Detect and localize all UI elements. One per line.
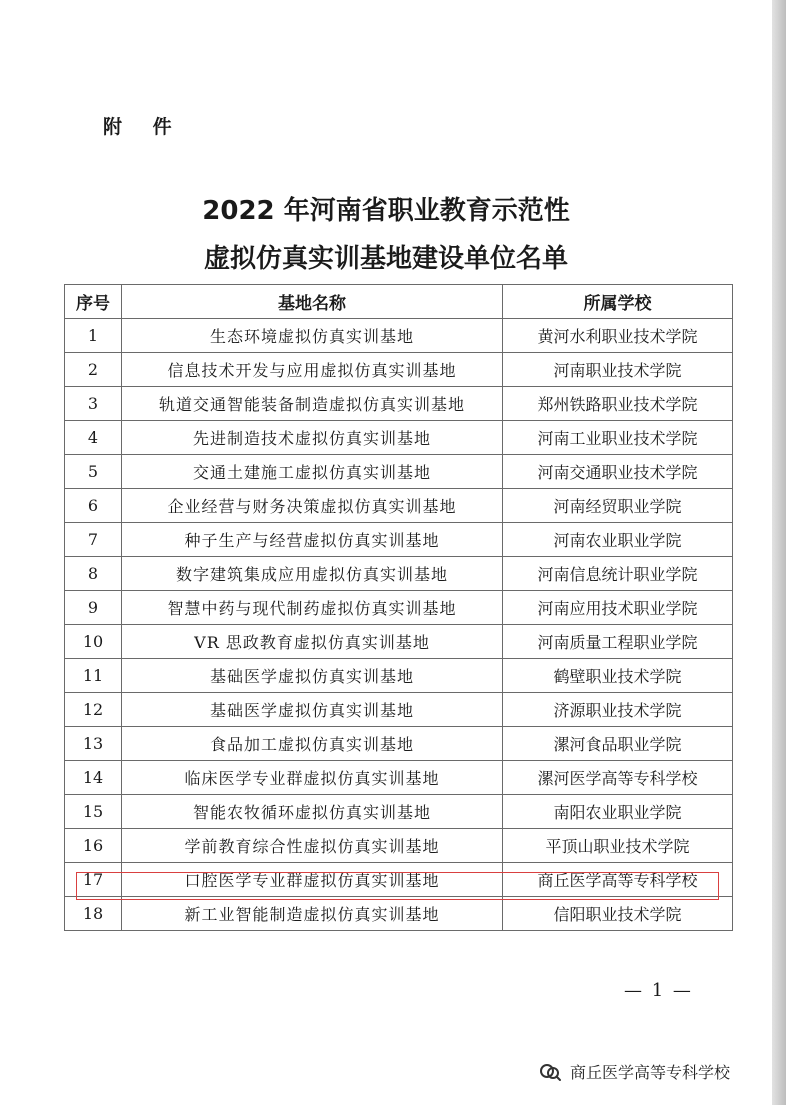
row-base-name: 食品加工虚拟仿真实训基地: [122, 727, 503, 761]
row-index: 12: [65, 693, 122, 727]
table-row: [65, 727, 733, 761]
document-title-line1: 2022 年河南省职业教育示范性: [202, 196, 570, 226]
row-school: 南阳农业职业学院: [503, 795, 733, 829]
table-row: [65, 523, 733, 557]
row-base-name: 临床医学专业群虚拟仿真实训基地: [122, 761, 503, 795]
table-row: [65, 421, 733, 455]
row-school: 商丘医学高等专科学校: [503, 863, 733, 897]
row-base-name: 企业经营与财务决策虚拟仿真实训基地: [122, 489, 503, 523]
row-index: 15: [65, 795, 122, 829]
row-base-name: 轨道交通智能装备制造虚拟仿真实训基地: [122, 387, 503, 421]
row-school: 河南信息统计职业学院: [503, 557, 733, 591]
row-school: 济源职业技术学院: [503, 693, 733, 727]
row-index: 5: [65, 455, 122, 489]
row-base-name: 口腔医学专业群虚拟仿真实训基地: [122, 863, 503, 897]
table-row: [65, 693, 733, 727]
table-row: [65, 659, 733, 693]
row-highlight-box: [76, 872, 719, 900]
row-school: 信阳职业技术学院: [503, 897, 733, 931]
row-index: 9: [65, 591, 122, 625]
row-index: 14: [65, 761, 122, 795]
row-index: 17: [65, 863, 122, 897]
row-base-name: 交通土建施工虚拟仿真实训基地: [122, 455, 503, 489]
row-base-name: 数字建筑集成应用虚拟仿真实训基地: [122, 557, 503, 591]
row-school: 平顶山职业技术学院: [503, 829, 733, 863]
row-school: 漯河食品职业学院: [503, 727, 733, 761]
table-header-row: [65, 285, 733, 319]
row-school: 河南工业职业技术学院: [503, 421, 733, 455]
row-base-name: 学前教育综合性虚拟仿真实训基地: [122, 829, 503, 863]
row-school: 河南经贸职业学院: [503, 489, 733, 523]
row-base-name: VR 思政教育虚拟仿真实训基地: [122, 625, 503, 659]
row-base-name: 种子生产与经营虚拟仿真实训基地: [122, 523, 503, 557]
table-row: [65, 387, 733, 421]
header-index: 序号: [65, 285, 122, 319]
row-index: 6: [65, 489, 122, 523]
row-index: 10: [65, 625, 122, 659]
row-base-name: 智慧中药与现代制药虚拟仿真实训基地: [122, 591, 503, 625]
row-base-name: 先进制造技术虚拟仿真实训基地: [122, 421, 503, 455]
header-base-name: 基地名称: [122, 285, 503, 319]
wechat-watermark: [538, 1060, 730, 1083]
row-base-name: 基础医学虚拟仿真实训基地: [122, 659, 503, 693]
row-index: 2: [65, 353, 122, 387]
row-base-name: 基础医学虚拟仿真实训基地: [122, 693, 503, 727]
table-row: [65, 557, 733, 591]
wechat-search-icon: [538, 1062, 562, 1082]
row-index: 11: [65, 659, 122, 693]
table-row: [65, 897, 733, 931]
table-row: [65, 591, 733, 625]
row-base-name: 智能农牧循环虚拟仿真实训基地: [122, 795, 503, 829]
row-school: 河南应用技术职业学院: [503, 591, 733, 625]
base-list-table: [64, 284, 733, 931]
row-school: 鹤壁职业技术学院: [503, 659, 733, 693]
header-school: 所属学校: [503, 285, 733, 319]
table-row: [65, 829, 733, 863]
row-index: 3: [65, 387, 122, 421]
row-index: 7: [65, 523, 122, 557]
row-index: 1: [65, 319, 122, 353]
row-school: 河南农业职业学院: [503, 523, 733, 557]
row-base-name: 生态环境虚拟仿真实训基地: [122, 319, 503, 353]
row-index: 8: [65, 557, 122, 591]
row-school: 河南职业技术学院: [503, 353, 733, 387]
row-index: 16: [65, 829, 122, 863]
document-title-line2: 虚拟仿真实训基地建设单位名单: [203, 244, 568, 274]
row-school: 黄河水利职业技术学院: [503, 319, 733, 353]
row-index: 4: [65, 421, 122, 455]
table-row: [65, 319, 733, 353]
row-index: 18: [65, 897, 122, 931]
row-base-name: 信息技术开发与应用虚拟仿真实训基地: [122, 353, 503, 387]
attachment-label: 附 件: [103, 116, 184, 138]
row-school: 郑州铁路职业技术学院: [503, 387, 733, 421]
row-base-name: 新工业智能制造虚拟仿真实训基地: [122, 897, 503, 931]
table-row: [65, 489, 733, 523]
row-index: 13: [65, 727, 122, 761]
page-edge-shadow: [772, 0, 786, 1105]
table-row: [65, 625, 733, 659]
table-row: [65, 353, 733, 387]
watermark-text: 商丘医学高等专科学校: [570, 1063, 731, 1082]
row-school: 河南质量工程职业学院: [503, 625, 733, 659]
table-row: [65, 795, 733, 829]
page-number: — 1 —: [624, 980, 693, 1001]
table-row: [65, 761, 733, 795]
row-school: 漯河医学高等专科学校: [503, 761, 733, 795]
row-school: 河南交通职业技术学院: [503, 455, 733, 489]
table-row: [65, 455, 733, 489]
